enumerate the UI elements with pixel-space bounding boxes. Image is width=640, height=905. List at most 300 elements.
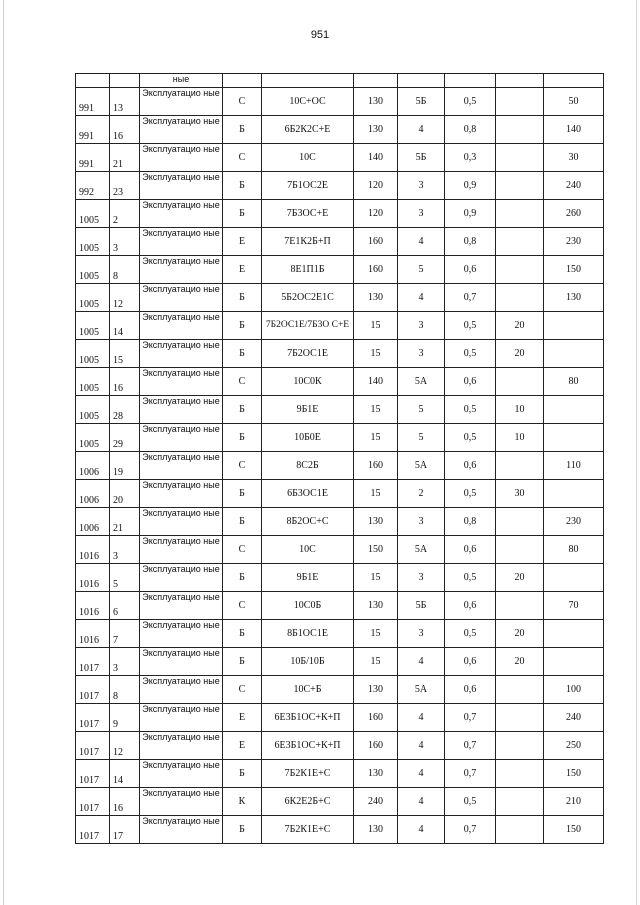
age-cell <box>354 74 398 88</box>
value-b-cell: 240 <box>544 172 604 200</box>
age-cell: 120 <box>354 172 398 200</box>
table-row-continued <box>76 74 604 88</box>
density-cell: 0,6 <box>445 676 496 704</box>
category-cell: Эксплуатацио ные <box>140 704 223 732</box>
plot-cell: 6 <box>110 592 140 620</box>
age-cell: 15 <box>354 480 398 508</box>
table-row <box>76 312 604 340</box>
quarter-cell: 991 <box>76 116 110 144</box>
quarter-cell: 1016 <box>76 620 110 648</box>
age-cell: 130 <box>354 676 398 704</box>
category-cell: Эксплуатацио ные <box>140 312 223 340</box>
value-a-cell <box>496 452 544 480</box>
value-a-cell: 30 <box>496 480 544 508</box>
value-a-cell <box>496 116 544 144</box>
category-cell: Эксплуатацио ные <box>140 620 223 648</box>
composition-cell: 10Б0Е <box>262 424 354 452</box>
age-cell: 160 <box>354 256 398 284</box>
age-cell: 15 <box>354 312 398 340</box>
plot-cell: 8 <box>110 676 140 704</box>
plot-cell: 16 <box>110 788 140 816</box>
quarter-cell: 1005 <box>76 368 110 396</box>
age-cell: 15 <box>354 648 398 676</box>
class-cell: 5 <box>398 256 445 284</box>
age-cell: 130 <box>354 508 398 536</box>
table-row <box>76 340 604 368</box>
class-cell: 3 <box>398 508 445 536</box>
category-cell: Эксплуатацио ные <box>140 88 223 116</box>
plot-cell: 17 <box>110 816 140 844</box>
age-cell: 160 <box>354 732 398 760</box>
category-cell: Эксплуатацио ные <box>140 760 223 788</box>
density-cell: 0,8 <box>445 116 496 144</box>
plot-cell: 21 <box>110 144 140 172</box>
table-row <box>76 508 604 536</box>
plot-cell: 7 <box>110 620 140 648</box>
class-cell: 5А <box>398 676 445 704</box>
density-cell: 0,8 <box>445 508 496 536</box>
value-b-cell: 150 <box>544 760 604 788</box>
density-cell: 0,9 <box>445 200 496 228</box>
table-row <box>76 396 604 424</box>
value-b-cell: 30 <box>544 144 604 172</box>
species-cell: Б <box>223 172 262 200</box>
quarter-cell: 1005 <box>76 284 110 312</box>
category-cell: Эксплуатацио ные <box>140 480 223 508</box>
species-cell: Е <box>223 228 262 256</box>
composition-cell: 6Б2К2С+Е <box>262 116 354 144</box>
value-a-cell: 20 <box>496 648 544 676</box>
value-a-cell <box>496 788 544 816</box>
species-cell: К <box>223 788 262 816</box>
species-cell: Б <box>223 424 262 452</box>
category-cell: Эксплуатацио ные <box>140 424 223 452</box>
table-row <box>76 172 604 200</box>
value-a-cell <box>496 88 544 116</box>
table-row <box>76 536 604 564</box>
species-cell: Е <box>223 704 262 732</box>
value-a-cell: 10 <box>496 396 544 424</box>
quarter-cell: 1016 <box>76 564 110 592</box>
age-cell: 15 <box>354 564 398 592</box>
composition-cell <box>262 74 354 88</box>
class-cell: 3 <box>398 340 445 368</box>
composition-cell: 10Б/10Б <box>262 648 354 676</box>
quarter-cell: 1005 <box>76 228 110 256</box>
value-a-cell: 20 <box>496 620 544 648</box>
table-row <box>76 760 604 788</box>
class-cell: 3 <box>398 200 445 228</box>
plot-cell: 12 <box>110 732 140 760</box>
class-cell <box>398 74 445 88</box>
class-cell: 3 <box>398 312 445 340</box>
quarter-cell: 1006 <box>76 508 110 536</box>
value-b-cell: 240 <box>544 704 604 732</box>
plot-cell <box>110 74 140 88</box>
species-cell: Б <box>223 508 262 536</box>
species-cell: С <box>223 88 262 116</box>
density-cell: 0,5 <box>445 88 496 116</box>
table-row <box>76 284 604 312</box>
value-a-cell <box>496 144 544 172</box>
plot-cell: 2 <box>110 200 140 228</box>
value-b-cell: 230 <box>544 228 604 256</box>
value-b-cell <box>544 340 604 368</box>
quarter-cell: 991 <box>76 144 110 172</box>
composition-cell: 7Б3ОС+Е <box>262 200 354 228</box>
value-a-cell <box>496 284 544 312</box>
value-b-cell <box>544 480 604 508</box>
value-a-cell <box>496 704 544 732</box>
category-cell: Эксплуатацио ные <box>140 592 223 620</box>
class-cell: 4 <box>398 284 445 312</box>
density-cell: 0,5 <box>445 424 496 452</box>
value-a-cell <box>496 256 544 284</box>
table-row <box>76 452 604 480</box>
composition-cell: 7Б2К1Е+С <box>262 760 354 788</box>
composition-cell: 7Б2ОС1Е <box>262 340 354 368</box>
density-cell: 0,5 <box>445 564 496 592</box>
plot-cell: 13 <box>110 88 140 116</box>
species-cell: С <box>223 368 262 396</box>
species-cell: Б <box>223 564 262 592</box>
species-cell: С <box>223 676 262 704</box>
category-cell: Эксплуатацио ные <box>140 788 223 816</box>
value-a-cell <box>496 172 544 200</box>
composition-cell: 7Б2ОС1Е/7Б3О С+Е <box>262 312 354 340</box>
composition-cell: 10С <box>262 144 354 172</box>
class-cell: 2 <box>398 480 445 508</box>
quarter-cell: 1006 <box>76 480 110 508</box>
plot-cell: 23 <box>110 172 140 200</box>
age-cell: 130 <box>354 116 398 144</box>
table-row <box>76 480 604 508</box>
value-b-cell: 150 <box>544 256 604 284</box>
composition-cell: 10С+Б <box>262 676 354 704</box>
density-cell: 0,9 <box>445 172 496 200</box>
class-cell: 5Б <box>398 592 445 620</box>
density-cell: 0,6 <box>445 256 496 284</box>
table-row <box>76 788 604 816</box>
forest-inventory-table <box>75 73 604 844</box>
plot-cell: 14 <box>110 760 140 788</box>
category-cell: Эксплуатацио ные <box>140 732 223 760</box>
density-cell: 0,7 <box>445 760 496 788</box>
value-b-cell: 50 <box>544 88 604 116</box>
category-cell: Эксплуатацио ные <box>140 816 223 844</box>
category-cell: Эксплуатацио ные <box>140 536 223 564</box>
category-cell: Эксплуатацио ные <box>140 564 223 592</box>
class-cell: 5Б <box>398 88 445 116</box>
category-cell: Эксплуатацио ные <box>140 228 223 256</box>
category-cell: Эксплуатацио ные <box>140 368 223 396</box>
value-b-cell: 80 <box>544 536 604 564</box>
species-cell: Б <box>223 340 262 368</box>
value-a-cell: 20 <box>496 312 544 340</box>
density-cell: 0,6 <box>445 648 496 676</box>
composition-cell: 9Б1Е <box>262 564 354 592</box>
plot-cell: 21 <box>110 508 140 536</box>
class-cell: 4 <box>398 760 445 788</box>
density-cell: 0,8 <box>445 228 496 256</box>
age-cell: 140 <box>354 144 398 172</box>
table-row <box>76 256 604 284</box>
table-row <box>76 704 604 732</box>
class-cell: 5 <box>398 396 445 424</box>
table-row <box>76 676 604 704</box>
plot-cell: 5 <box>110 564 140 592</box>
density-cell: 0,3 <box>445 144 496 172</box>
species-cell: Б <box>223 480 262 508</box>
class-cell: 4 <box>398 648 445 676</box>
value-b-cell <box>544 396 604 424</box>
value-a-cell <box>496 592 544 620</box>
quarter-cell: 1017 <box>76 648 110 676</box>
class-cell: 5А <box>398 368 445 396</box>
age-cell: 160 <box>354 228 398 256</box>
value-a-cell <box>496 816 544 844</box>
quarter-cell: 991 <box>76 88 110 116</box>
species-cell: Б <box>223 816 262 844</box>
value-a-cell <box>496 200 544 228</box>
table-row <box>76 732 604 760</box>
age-cell: 240 <box>354 788 398 816</box>
page-number: 951 <box>310 29 330 41</box>
plot-cell: 8 <box>110 256 140 284</box>
species-cell: С <box>223 452 262 480</box>
table-row <box>76 648 604 676</box>
density-cell: 0,5 <box>445 788 496 816</box>
quarter-cell: 1017 <box>76 816 110 844</box>
class-cell: 3 <box>398 620 445 648</box>
quarter-cell: 1017 <box>76 676 110 704</box>
quarter-cell: 1017 <box>76 760 110 788</box>
category-cell: Эксплуатацио ные <box>140 676 223 704</box>
composition-cell: 10С <box>262 536 354 564</box>
value-b-cell: 250 <box>544 732 604 760</box>
class-cell: 4 <box>398 788 445 816</box>
class-cell: 5 <box>398 424 445 452</box>
density-cell: 0,7 <box>445 816 496 844</box>
quarter-cell: 1017 <box>76 704 110 732</box>
value-a-cell <box>496 536 544 564</box>
plot-cell: 16 <box>110 116 140 144</box>
species-cell: Е <box>223 732 262 760</box>
category-cell: ные <box>140 74 223 88</box>
plot-cell: 3 <box>110 536 140 564</box>
quarter-cell: 1017 <box>76 788 110 816</box>
composition-cell: 6К2Е2Б+С <box>262 788 354 816</box>
quarter-cell: 1005 <box>76 396 110 424</box>
value-a-cell <box>496 508 544 536</box>
value-a-cell <box>496 368 544 396</box>
age-cell: 130 <box>354 284 398 312</box>
quarter-cell: 1005 <box>76 312 110 340</box>
species-cell: С <box>223 144 262 172</box>
composition-cell: 6Е3Б1ОС+К+П <box>262 704 354 732</box>
composition-cell: 9Б1Е <box>262 396 354 424</box>
class-cell: 3 <box>398 564 445 592</box>
density-cell: 0,5 <box>445 396 496 424</box>
value-a-cell <box>496 732 544 760</box>
table-row <box>76 144 604 172</box>
table-row <box>76 200 604 228</box>
species-cell: Б <box>223 116 262 144</box>
composition-cell: 10С0Б <box>262 592 354 620</box>
species-cell: С <box>223 536 262 564</box>
plot-cell: 9 <box>110 704 140 732</box>
value-b-cell: 80 <box>544 368 604 396</box>
value-b-cell: 140 <box>544 116 604 144</box>
species-cell: Е <box>223 256 262 284</box>
table-row <box>76 592 604 620</box>
plot-cell: 29 <box>110 424 140 452</box>
value-b-cell <box>544 312 604 340</box>
density-cell: 0,5 <box>445 620 496 648</box>
density-cell: 0,7 <box>445 704 496 732</box>
species-cell: Б <box>223 760 262 788</box>
age-cell: 140 <box>354 368 398 396</box>
category-cell: Эксплуатацио ные <box>140 256 223 284</box>
scan-edge-right <box>636 0 637 905</box>
value-a-cell <box>496 74 544 88</box>
class-cell: 4 <box>398 228 445 256</box>
table-row <box>76 368 604 396</box>
species-cell <box>223 74 262 88</box>
value-a-cell <box>496 228 544 256</box>
category-cell: Эксплуатацио ные <box>140 144 223 172</box>
value-b-cell: 100 <box>544 676 604 704</box>
value-a-cell <box>496 676 544 704</box>
density-cell: 0,6 <box>445 592 496 620</box>
value-a-cell: 20 <box>496 340 544 368</box>
class-cell: 5Б <box>398 144 445 172</box>
density-cell <box>445 74 496 88</box>
age-cell: 160 <box>354 704 398 732</box>
density-cell: 0,5 <box>445 340 496 368</box>
species-cell: Б <box>223 648 262 676</box>
quarter-cell: 1017 <box>76 732 110 760</box>
quarter-cell: 1006 <box>76 452 110 480</box>
class-cell: 5А <box>398 452 445 480</box>
value-a-cell <box>496 760 544 788</box>
value-b-cell <box>544 620 604 648</box>
quarter-cell <box>76 74 110 88</box>
composition-cell: 7Е1К2Б+П <box>262 228 354 256</box>
table-row <box>76 424 604 452</box>
category-cell: Эксплуатацио ные <box>140 648 223 676</box>
quarter-cell: 1016 <box>76 536 110 564</box>
quarter-cell: 1016 <box>76 592 110 620</box>
table-row <box>76 116 604 144</box>
category-cell: Эксплуатацио ные <box>140 116 223 144</box>
species-cell: Б <box>223 620 262 648</box>
class-cell: 4 <box>398 732 445 760</box>
plot-cell: 3 <box>110 648 140 676</box>
value-b-cell: 70 <box>544 592 604 620</box>
category-cell: Эксплуатацио ные <box>140 396 223 424</box>
age-cell: 160 <box>354 452 398 480</box>
category-cell: Эксплуатацио ные <box>140 340 223 368</box>
age-cell: 130 <box>354 592 398 620</box>
composition-cell: 7Б1ОС2Е <box>262 172 354 200</box>
quarter-cell: 992 <box>76 172 110 200</box>
species-cell: Б <box>223 200 262 228</box>
class-cell: 3 <box>398 172 445 200</box>
age-cell: 150 <box>354 536 398 564</box>
age-cell: 15 <box>354 396 398 424</box>
species-cell: С <box>223 592 262 620</box>
age-cell: 15 <box>354 340 398 368</box>
composition-cell: 7Б2К1Е+С <box>262 816 354 844</box>
density-cell: 0,7 <box>445 284 496 312</box>
age-cell: 120 <box>354 200 398 228</box>
category-cell: Эксплуатацио ные <box>140 284 223 312</box>
class-cell: 4 <box>398 816 445 844</box>
quarter-cell: 1005 <box>76 424 110 452</box>
quarter-cell: 1005 <box>76 340 110 368</box>
category-cell: Эксплуатацио ные <box>140 200 223 228</box>
plot-cell: 20 <box>110 480 140 508</box>
value-a-cell: 20 <box>496 564 544 592</box>
age-cell: 130 <box>354 760 398 788</box>
value-b-cell: 210 <box>544 788 604 816</box>
scan-edge-left <box>3 0 4 905</box>
plot-cell: 3 <box>110 228 140 256</box>
age-cell: 130 <box>354 816 398 844</box>
plot-cell: 19 <box>110 452 140 480</box>
value-b-cell <box>544 424 604 452</box>
table-body <box>76 74 604 844</box>
table-row <box>76 620 604 648</box>
species-cell: Б <box>223 396 262 424</box>
table-row <box>76 88 604 116</box>
value-b-cell <box>544 74 604 88</box>
plot-cell: 16 <box>110 368 140 396</box>
quarter-cell: 1005 <box>76 200 110 228</box>
value-b-cell <box>544 648 604 676</box>
value-b-cell <box>544 564 604 592</box>
table-row <box>76 816 604 844</box>
composition-cell: 10С+ОС <box>262 88 354 116</box>
age-cell: 15 <box>354 424 398 452</box>
composition-cell: 6Б3ОС1Е <box>262 480 354 508</box>
density-cell: 0,6 <box>445 536 496 564</box>
category-cell: Эксплуатацио ные <box>140 508 223 536</box>
density-cell: 0,5 <box>445 312 496 340</box>
class-cell: 4 <box>398 704 445 732</box>
density-cell: 0,6 <box>445 368 496 396</box>
plot-cell: 14 <box>110 312 140 340</box>
plot-cell: 12 <box>110 284 140 312</box>
composition-cell: 5Б2ОС2Е1С <box>262 284 354 312</box>
composition-cell: 8С2Б <box>262 452 354 480</box>
value-b-cell: 260 <box>544 200 604 228</box>
species-cell: Б <box>223 284 262 312</box>
value-b-cell: 150 <box>544 816 604 844</box>
value-a-cell: 10 <box>496 424 544 452</box>
composition-cell: 8Е1П1Б <box>262 256 354 284</box>
plot-cell: 28 <box>110 396 140 424</box>
table-row <box>76 228 604 256</box>
composition-cell: 10С0К <box>262 368 354 396</box>
age-cell: 15 <box>354 620 398 648</box>
value-b-cell: 230 <box>544 508 604 536</box>
density-cell: 0,5 <box>445 480 496 508</box>
quarter-cell: 1005 <box>76 256 110 284</box>
composition-cell: 8Б2ОС+С <box>262 508 354 536</box>
class-cell: 4 <box>398 116 445 144</box>
